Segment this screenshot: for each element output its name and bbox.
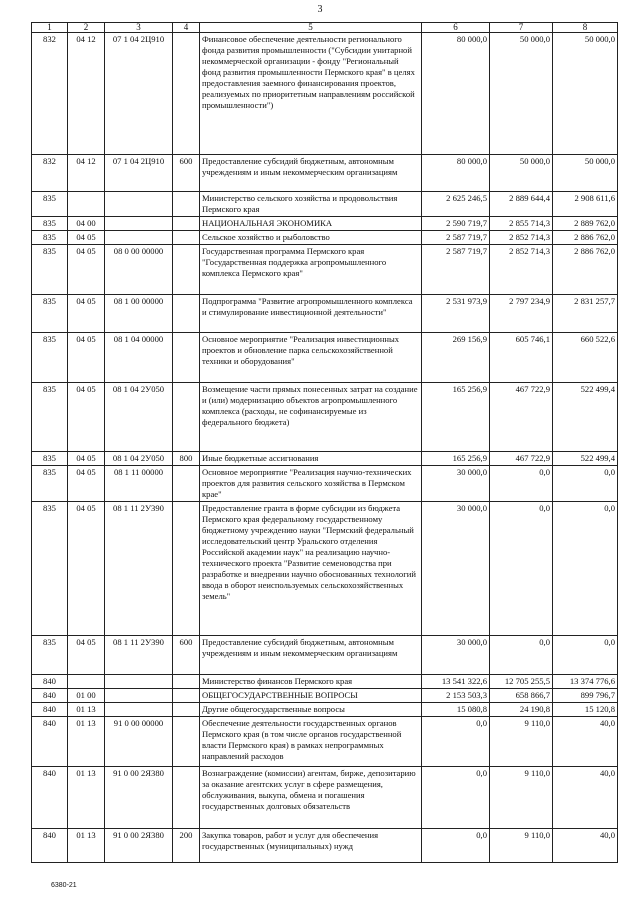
department-code: 835 [32, 636, 68, 675]
section-code: 04 05 [68, 295, 105, 333]
section-code: 04 05 [68, 245, 105, 295]
amount-col7: 2 889 644,4 [490, 192, 553, 217]
expense-type-code: 800 [173, 452, 200, 466]
amount-col7: 0,0 [490, 636, 553, 675]
table-row [32, 295, 618, 333]
amount-col6: 13 541 322,6 [422, 675, 490, 689]
section-code: 04 05 [68, 466, 105, 502]
expense-name: Возмещение части прямых понесенных затрат на создание и (или) модернизацию объектов агропромышленного комплекса (расходы, не софинансируемые из федерального бюджета) [200, 383, 422, 452]
target-article-code [105, 689, 173, 703]
table-row [32, 466, 618, 502]
amount-col8: 13 374 776,6 [553, 675, 618, 689]
column-number: 6 [422, 23, 490, 33]
expense-name: НАЦИОНАЛЬНАЯ ЭКОНОМИКА [200, 217, 422, 231]
expense-name: ОБЩЕГОСУДАРСТВЕННЫЕ ВОПРОСЫ [200, 689, 422, 703]
expense-name: Вознаграждение (комиссии) агентам, бирже, депозитарию за оказание агентских услуг в сфере размещения, обслуживания, выкупа, обмена и погашения государственных долговых обязательств [200, 767, 422, 829]
amount-col8: 0,0 [553, 636, 618, 675]
department-code: 840 [32, 689, 68, 703]
department-code: 835 [32, 383, 68, 452]
target-article-code [105, 192, 173, 217]
amount-col8: 2 886 762,0 [553, 231, 618, 245]
column-number: 7 [490, 23, 553, 33]
amount-col6: 2 153 503,3 [422, 689, 490, 703]
expense-name: Предоставление субсидий бюджетным, автономным учреждениям и иным некоммерческим организациям [200, 636, 422, 675]
table-row [32, 636, 618, 675]
table-row [32, 767, 618, 829]
target-article-code: 91 0 00 00000 [105, 717, 173, 767]
page-number: 3 [317, 4, 323, 15]
amount-col7: 2 797 234,9 [490, 295, 553, 333]
amount-col6: 2 590 719,7 [422, 217, 490, 231]
expense-type-code: 600 [173, 636, 200, 675]
department-code: 835 [32, 502, 68, 636]
amount-col6: 30 000,0 [422, 636, 490, 675]
expense-type-code [173, 383, 200, 452]
column-number: 4 [173, 23, 200, 33]
table-row [32, 675, 618, 689]
expense-name: Предоставление гранта в форме субсидии из бюджета Пермского края федеральному государственному бюджетному учреждению науки "Пермский федеральный исследовательский центр Уральского отделения Российской академии наук" на реализацию научно-технического проекта "Развитие семеноводства при разработке и внедрении научно обоснованных технологий ввода в оборот неиспользуемых сельскохозяйственных земель" [200, 502, 422, 636]
section-code: 04 05 [68, 452, 105, 466]
amount-col7: 50 000,0 [490, 33, 553, 155]
expense-name: Министерство сельского хозяйства и продовольствия Пермского края [200, 192, 422, 217]
table-row [32, 245, 618, 295]
expense-type-code [173, 217, 200, 231]
expense-name: Государственная программа Пермского края "Государственная поддержка агропромышленного комплекса Пермского края" [200, 245, 422, 295]
expense-type-code [173, 33, 200, 155]
amount-col6: 2 587 719,7 [422, 231, 490, 245]
section-code: 04 05 [68, 333, 105, 383]
target-article-code [105, 217, 173, 231]
column-number: 2 [68, 23, 105, 33]
amount-col8: 660 522,6 [553, 333, 618, 383]
target-article-code: 08 1 11 00000 [105, 466, 173, 502]
amount-col6: 0,0 [422, 767, 490, 829]
expense-name: Основное мероприятие "Реализация инвестиционных проектов и обновление парка сельскохозяйственной техники и оборудования" [200, 333, 422, 383]
amount-col8: 50 000,0 [553, 33, 618, 155]
expense-type-code [173, 192, 200, 217]
expense-type-code [173, 767, 200, 829]
target-article-code: 08 1 04 2У050 [105, 383, 173, 452]
table-row [32, 689, 618, 703]
table-row [32, 333, 618, 383]
amount-col7: 0,0 [490, 502, 553, 636]
table-row [32, 33, 618, 155]
target-article-code: 91 0 00 2Я380 [105, 829, 173, 863]
expense-type-code [173, 245, 200, 295]
table-row [32, 155, 618, 192]
target-article-code: 91 0 00 2Я380 [105, 767, 173, 829]
expense-type-code [173, 295, 200, 333]
amount-col7: 9 110,0 [490, 767, 553, 829]
target-article-code: 08 1 04 2У050 [105, 452, 173, 466]
section-code: 01 13 [68, 829, 105, 863]
section-code: 04 00 [68, 217, 105, 231]
amount-col7: 605 746,1 [490, 333, 553, 383]
amount-col7: 467 722,9 [490, 383, 553, 452]
amount-col6: 0,0 [422, 717, 490, 767]
table-row [32, 717, 618, 767]
section-code: 01 13 [68, 767, 105, 829]
expense-type-code [173, 466, 200, 502]
department-code: 835 [32, 217, 68, 231]
target-article-code: 08 1 11 2У390 [105, 636, 173, 675]
department-code: 840 [32, 703, 68, 717]
section-code: 04 05 [68, 636, 105, 675]
amount-col6: 15 080,8 [422, 703, 490, 717]
amount-col6: 30 000,0 [422, 466, 490, 502]
amount-col6: 0,0 [422, 829, 490, 863]
expense-type-code [173, 703, 200, 717]
amount-col8: 40,0 [553, 829, 618, 863]
amount-col8: 2 908 611,6 [553, 192, 618, 217]
department-code: 832 [32, 155, 68, 192]
expense-name: Предоставление субсидий бюджетным, автономным учреждениям и иным некоммерческим организациям [200, 155, 422, 192]
amount-col6: 80 000,0 [422, 33, 490, 155]
expense-name: Закупка товаров, работ и услуг для обеспечения государственных (муниципальных) нужд [200, 829, 422, 863]
expense-type-code [173, 502, 200, 636]
amount-col7: 2 852 714,3 [490, 231, 553, 245]
department-code: 840 [32, 717, 68, 767]
amount-col7: 2 852 714,3 [490, 245, 553, 295]
department-code: 835 [32, 466, 68, 502]
target-article-code: 08 1 00 00000 [105, 295, 173, 333]
column-number: 8 [553, 23, 618, 33]
amount-col8: 522 499,4 [553, 383, 618, 452]
department-code: 840 [32, 767, 68, 829]
target-article-code: 08 1 11 2У390 [105, 502, 173, 636]
section-code: 04 12 [68, 155, 105, 192]
section-code: 04 05 [68, 383, 105, 452]
target-article-code: 08 0 00 00000 [105, 245, 173, 295]
column-number: 5 [200, 23, 422, 33]
expense-type-code [173, 231, 200, 245]
section-code: 01 13 [68, 703, 105, 717]
amount-col8: 0,0 [553, 466, 618, 502]
section-code: 04 05 [68, 231, 105, 245]
expense-type-code [173, 689, 200, 703]
amount-col8: 0,0 [553, 502, 618, 636]
department-code: 835 [32, 333, 68, 383]
amount-col7: 9 110,0 [490, 717, 553, 767]
table-row [32, 192, 618, 217]
target-article-code [105, 231, 173, 245]
target-article-code: 07 1 04 2Ц910 [105, 155, 173, 192]
expense-type-code: 200 [173, 829, 200, 863]
section-code: 01 00 [68, 689, 105, 703]
department-code: 835 [32, 452, 68, 466]
amount-col6: 269 156,9 [422, 333, 490, 383]
amount-col8: 15 120,8 [553, 703, 618, 717]
expense-name: Обеспечение деятельности государственных органов Пермского края (в том числе органов государственной власти Пермского края) в рамках непрограммных направлений расходов [200, 717, 422, 767]
table-row [32, 829, 618, 863]
column-number-row [32, 23, 618, 33]
expense-type-code [173, 333, 200, 383]
target-article-code [105, 703, 173, 717]
amount-col7: 24 190,8 [490, 703, 553, 717]
amount-col6: 2 531 973,9 [422, 295, 490, 333]
amount-col8: 40,0 [553, 767, 618, 829]
section-code [68, 675, 105, 689]
expense-type-code: 600 [173, 155, 200, 192]
expense-name: Сельское хозяйство и рыболовство [200, 231, 422, 245]
amount-col8: 50 000,0 [553, 155, 618, 192]
amount-col7: 0,0 [490, 466, 553, 502]
amount-col7: 467 722,9 [490, 452, 553, 466]
amount-col8: 899 796,7 [553, 689, 618, 703]
expense-type-code [173, 675, 200, 689]
department-code: 835 [32, 245, 68, 295]
section-code [68, 192, 105, 217]
column-number: 3 [105, 23, 173, 33]
table-row [32, 502, 618, 636]
expense-name: Финансовое обеспечение деятельности регионального фонда развития промышленности ("Субсидии унитарной некоммерческой организации - фонду "Региональный фонд развития промышленности Пермского края" в целях предоставления заемного финансирования проектов, реализуемых по приоритетным направлениям российской промышленности") [200, 33, 422, 155]
target-article-code [105, 675, 173, 689]
department-code: 840 [32, 675, 68, 689]
department-code: 835 [32, 231, 68, 245]
table-row [32, 383, 618, 452]
expense-name: Основное мероприятие "Реализация научно-технических проектов для развития сельского хозяйства в Пермском крае" [200, 466, 422, 502]
amount-col7: 50 000,0 [490, 155, 553, 192]
amount-col8: 522 499,4 [553, 452, 618, 466]
expense-name: Другие общегосударственные вопросы [200, 703, 422, 717]
footer-code: 6380-21 [51, 882, 77, 889]
section-code: 04 05 [68, 502, 105, 636]
amount-col8: 40,0 [553, 717, 618, 767]
department-code: 840 [32, 829, 68, 863]
amount-col6: 165 256,9 [422, 452, 490, 466]
amount-col7: 2 855 714,3 [490, 217, 553, 231]
section-code: 01 13 [68, 717, 105, 767]
budget-table [31, 22, 618, 863]
amount-col8: 2 886 762,0 [553, 245, 618, 295]
amount-col7: 658 866,7 [490, 689, 553, 703]
table-row [32, 231, 618, 245]
expense-name: Подпрограмма "Развитие агропромышленного комплекса и стимулирование инвестиционной деятельности" [200, 295, 422, 333]
expense-name: Министерство финансов Пермского края [200, 675, 422, 689]
amount-col6: 165 256,9 [422, 383, 490, 452]
target-article-code: 08 1 04 00000 [105, 333, 173, 383]
amount-col7: 12 705 255,5 [490, 675, 553, 689]
amount-col6: 2 625 246,5 [422, 192, 490, 217]
amount-col7: 9 110,0 [490, 829, 553, 863]
amount-col8: 2 831 257,7 [553, 295, 618, 333]
amount-col6: 2 587 719,7 [422, 245, 490, 295]
table-row [32, 217, 618, 231]
amount-col6: 30 000,0 [422, 502, 490, 636]
department-code: 832 [32, 33, 68, 155]
target-article-code: 07 1 04 2Ц910 [105, 33, 173, 155]
department-code: 835 [32, 295, 68, 333]
expense-name: Иные бюджетные ассигнования [200, 452, 422, 466]
table-row [32, 452, 618, 466]
section-code: 04 12 [68, 33, 105, 155]
table-row [32, 703, 618, 717]
column-number: 1 [32, 23, 68, 33]
department-code: 835 [32, 192, 68, 217]
amount-col8: 2 889 762,0 [553, 217, 618, 231]
amount-col6: 80 000,0 [422, 155, 490, 192]
expense-type-code [173, 717, 200, 767]
